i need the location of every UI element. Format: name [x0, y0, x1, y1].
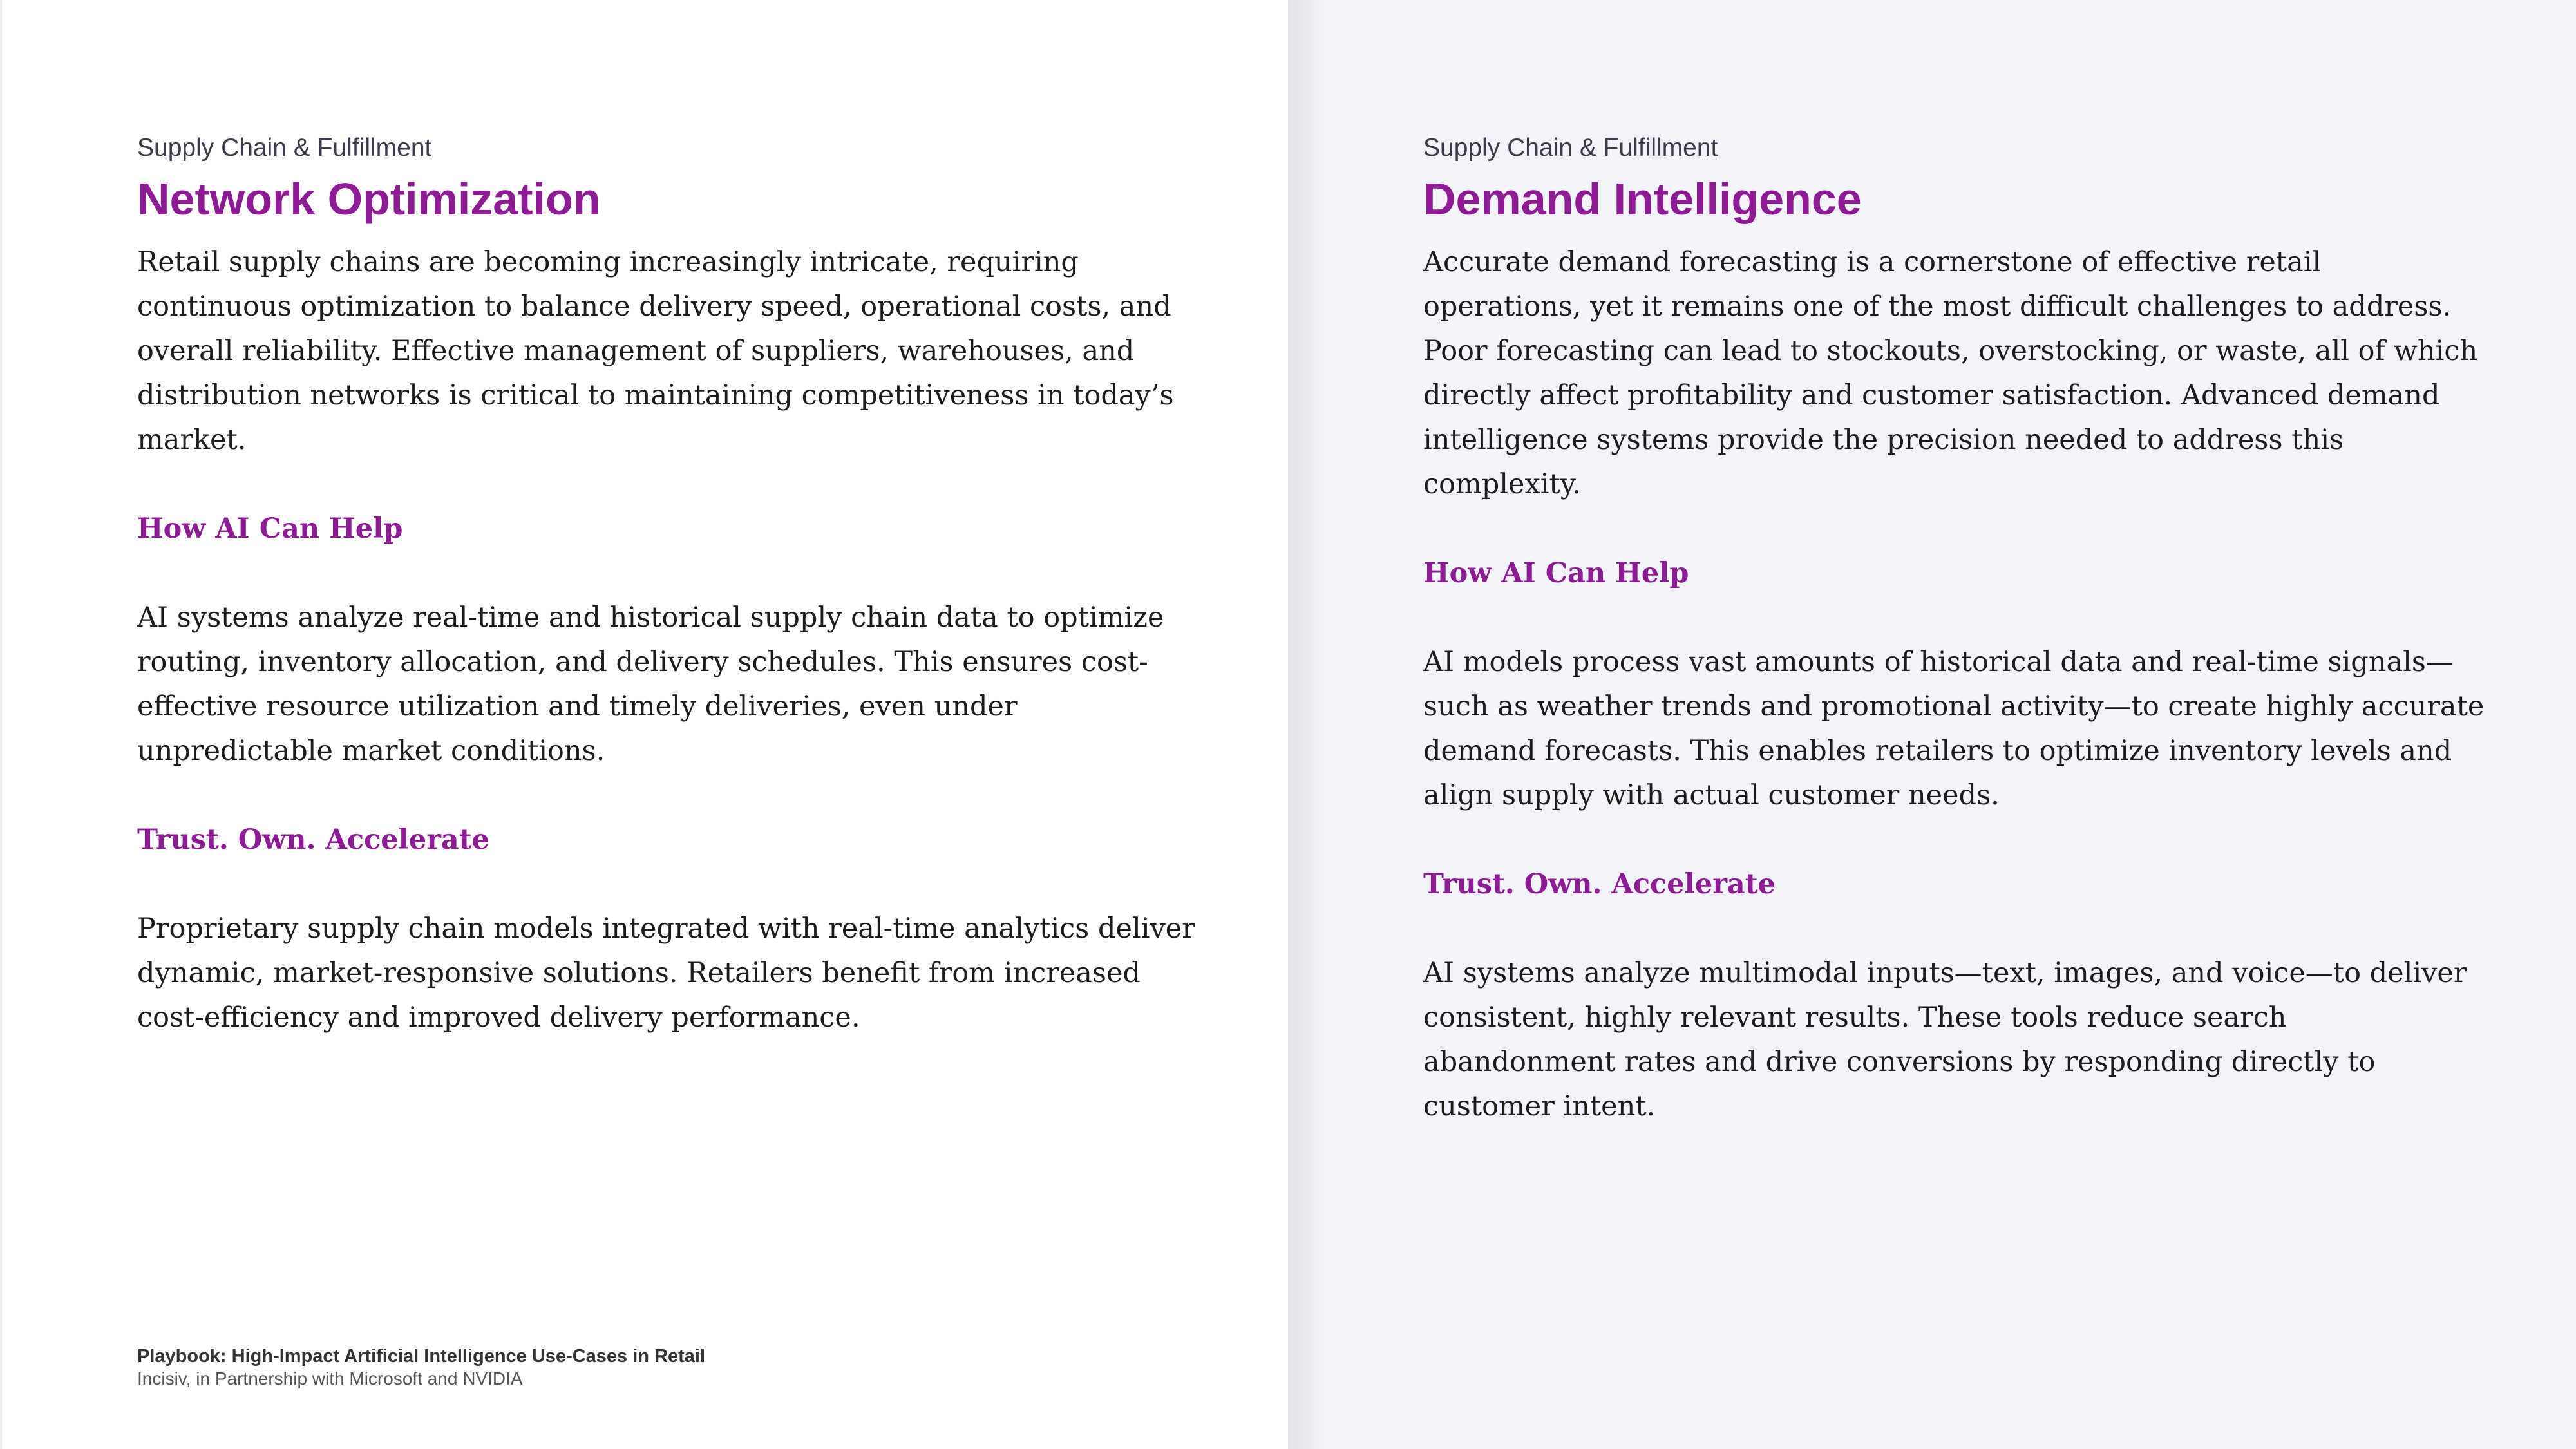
- footer-title: Playbook: High-Impact Artificial Intelligence Use-Cases in Retail: [137, 1346, 706, 1367]
- page-footer: [137, 1345, 705, 1390]
- right-intro-paragraph: Accurate demand forecasting is a cornerstone of effective retail operations, yet it remains one of the most difficult challenges to address. Poor forecasting can lead to stockouts, overstocking, or waste, all of which directly affect profitability and customer satisfaction. Advanced demand intelligence systems provide the precision needed to address this complexity.: [1423, 246, 2478, 500]
- left-intro-paragraph: Retail supply chains are becoming increasingly intricate, requiring continuous optimization to balance delivery speed, operational costs, and overall reliability. Effective management of suppliers, warehouses, and distribution networks is critical to maintaining competitiveness in today’s market.: [137, 246, 1174, 456]
- right-page-content: [1423, 132, 2486, 1129]
- left-page-title: Network Optimization: [137, 174, 601, 224]
- left-category-label: Supply Chain & Fulfillment: [137, 134, 432, 162]
- right-section2-body: AI systems analyze multimodal inputs—text, images, and voice—to deliver consistent, highly relevant results. These tools reduce search abandonment rates and drive conversions by responding directly to customer intent.: [1423, 957, 2467, 1122]
- right-section2-heading: Trust. Own. Accelerate: [1423, 868, 1776, 900]
- footer-subtitle: Incisiv, in Partnership with Microsoft and NVIDIA: [137, 1368, 523, 1388]
- left-page-content: [137, 132, 1200, 1040]
- right-category-label: Supply Chain & Fulfillment: [1423, 134, 1718, 162]
- left-section1-body: AI systems analyze real-time and historical supply chain data to optimize routing, inventory allocation, and delivery schedules. This ensures cost-effective resource utilization and timely deliveries, even under unpredictable market conditions.: [137, 601, 1164, 767]
- right-page-title: Demand Intelligence: [1423, 174, 1862, 224]
- right-section1-heading: How AI Can Help: [1423, 557, 1689, 589]
- left-section2-heading: Trust. Own. Accelerate: [137, 824, 489, 856]
- left-section2-body: Proprietary supply chain models integrated with real-time analytics deliver dynamic, market-responsive solutions. Retailers benefit from increased cost-efficiency and improved delivery performance.: [137, 913, 1195, 1034]
- right-page: [1288, 0, 2576, 1449]
- right-section1-body: AI models process vast amounts of historical data and real-time signals—such as weather trends and promotional activity—to create highly accurate demand forecasts. This enables retailers to optimize inventory levels and align supply with actual customer needs.: [1423, 646, 2485, 811]
- left-section1-heading: How AI Can Help: [137, 513, 403, 545]
